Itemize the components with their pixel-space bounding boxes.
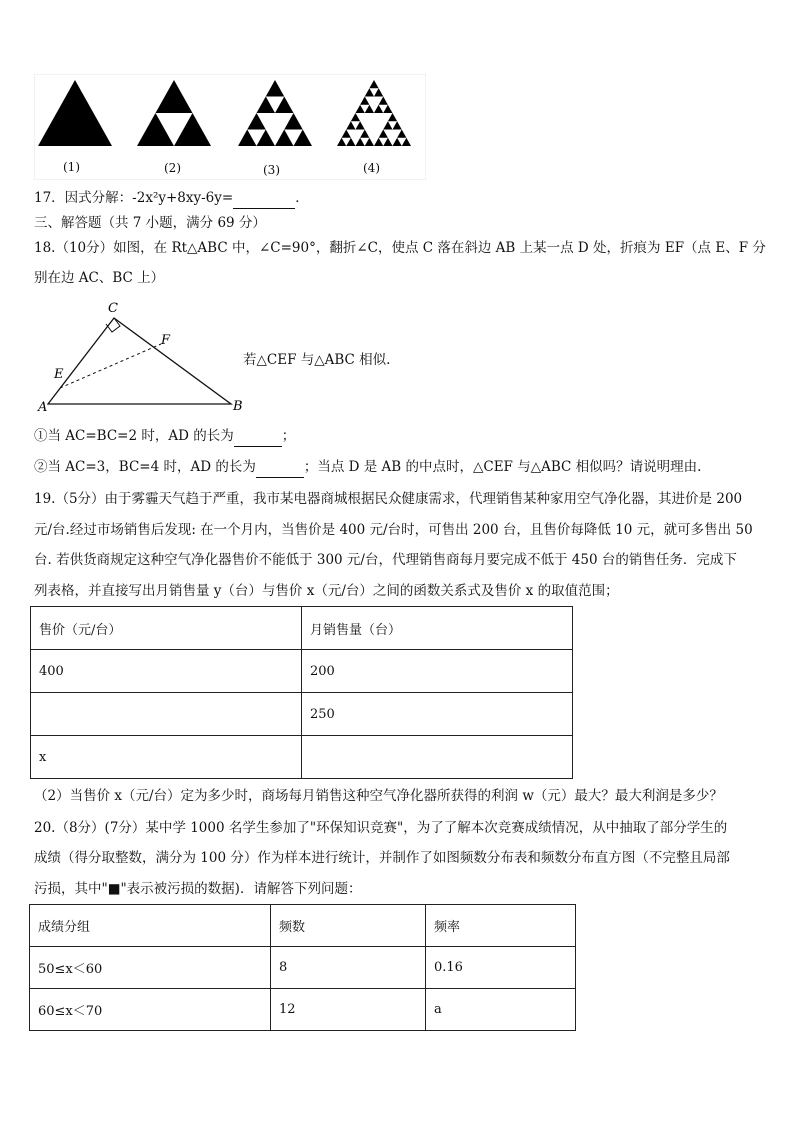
table-row	[31, 693, 573, 736]
question-19-part-2: （2）当售价 x（元/台）定为多少时，商场每月销售这种空气净化器所获得的利润 w（元）最大？最大利润是多少？	[34, 788, 723, 804]
answer-blank[interactable]	[233, 188, 295, 209]
price-sales-table	[30, 606, 573, 779]
table-row	[30, 989, 576, 1031]
question-18-part-2: ②当 AC=3，BC=4 时，AD 的长为 ；当点 D 是 AB 的中点时，△CEF 与△ABC 相似吗？请说明理由.	[34, 457, 701, 478]
question-20-line-1: 20.（8分）(7分）某中学 1000 名学生参加了"环保知识竞赛"，为了了解本次竞赛成绩情况，从中抽取了部分学生的	[34, 820, 728, 836]
table-row	[31, 736, 573, 779]
question-19-line-4: 列表格，并直接写出月销售量 y（台）与售价 x（元/台）之间的函数关系式及售价 x 的取值范围；	[34, 583, 619, 599]
figure-label-3: (3)	[263, 163, 280, 177]
table-header-cell: 频率	[426, 905, 576, 947]
section-heading: 三、解答题（共 7 小题，满分 69 分）	[34, 215, 266, 231]
table-cell: 50≤x＜60	[30, 947, 271, 989]
question-19-line-3: 台. 若供货商规定这种空气净化器售价不能低于 300 元/台，代理销售商每月要完成不低于 450 台的销售任务．完成下	[34, 552, 737, 568]
table-cell[interactable]	[302, 736, 573, 779]
table-row	[30, 947, 576, 989]
question-20-line-2: 成绩（得分取整数，满分为 100 分）作为样本进行统计，并制作了如图频数分布表和频数分布直方图（不完整且局部	[34, 850, 730, 866]
triangle-abc	[48, 318, 231, 404]
table-header-cell: 售价（元/台）	[31, 607, 302, 650]
answer-blank[interactable]	[234, 426, 282, 447]
point-label-b: B	[233, 399, 243, 414]
question-19-line-2: 元/台.经过市场销售后发现: 在一个月内，当售价是 400 元/台时，可售出 200 台，且售价每降低 10 元，就可多售出 50	[34, 522, 753, 538]
table-cell: x	[31, 736, 302, 779]
point-label-c: C	[108, 301, 118, 316]
table-cell: 8	[271, 947, 426, 989]
score-frequency-table	[29, 904, 576, 1031]
table-cell: 400	[31, 650, 302, 693]
table-cell[interactable]	[31, 693, 302, 736]
question-17: 17．因式分解：-2x²y+8xy-6y= ．	[34, 188, 309, 209]
fold-line-ef	[60, 344, 161, 388]
point-label-a: A	[38, 400, 48, 415]
point-label-f: F	[161, 333, 171, 348]
figure-label-2: (2)	[164, 161, 181, 175]
table-header-row	[31, 607, 573, 650]
table-cell: 0.16	[426, 947, 576, 989]
table-cell: 60≤x＜70	[30, 989, 271, 1031]
figure-label-4: (4)	[363, 161, 380, 175]
question-20-line-3: 污损，其中"■"表示被污损的数据)．请解答下列问题：	[34, 881, 362, 897]
question-19-line-1: 19.（5分）由于雾霾天气趋于严重，我市某电器商城根据民众健康需求，代理销售某种家用空气净化器，其进价是 200	[34, 491, 743, 507]
table-header-cell: 频数	[271, 905, 426, 947]
table-cell: 200	[302, 650, 573, 693]
triangle-abc-diagram	[34, 298, 244, 416]
question-18-line-2: 别在边 AC、BC 上）	[34, 270, 165, 286]
table-header-cell: 月销售量（台）	[302, 607, 573, 650]
table-row	[31, 650, 573, 693]
table-header-row	[30, 905, 576, 947]
table-cell: 250	[302, 693, 573, 736]
question-18-line-1: 18.（10分）如图，在 Rt△ABC 中，∠C=90°，翻折∠C，使点 C 落在斜边 AB 上某一点 D 处，折痕为 EF（点 E、F 分	[34, 240, 766, 256]
point-label-e: E	[54, 367, 64, 382]
question-18-condition: 若△CEF 与△ABC 相似.	[243, 352, 391, 368]
table-cell: a	[426, 989, 576, 1031]
figure-label-1: (1)	[63, 160, 80, 174]
answer-blank[interactable]	[256, 457, 304, 478]
table-header-cell: 成绩分组	[30, 905, 271, 947]
table-cell: 12	[271, 989, 426, 1031]
question-18-part-1: ①当 AC=BC=2 时，AD 的长为 ；	[34, 426, 295, 447]
